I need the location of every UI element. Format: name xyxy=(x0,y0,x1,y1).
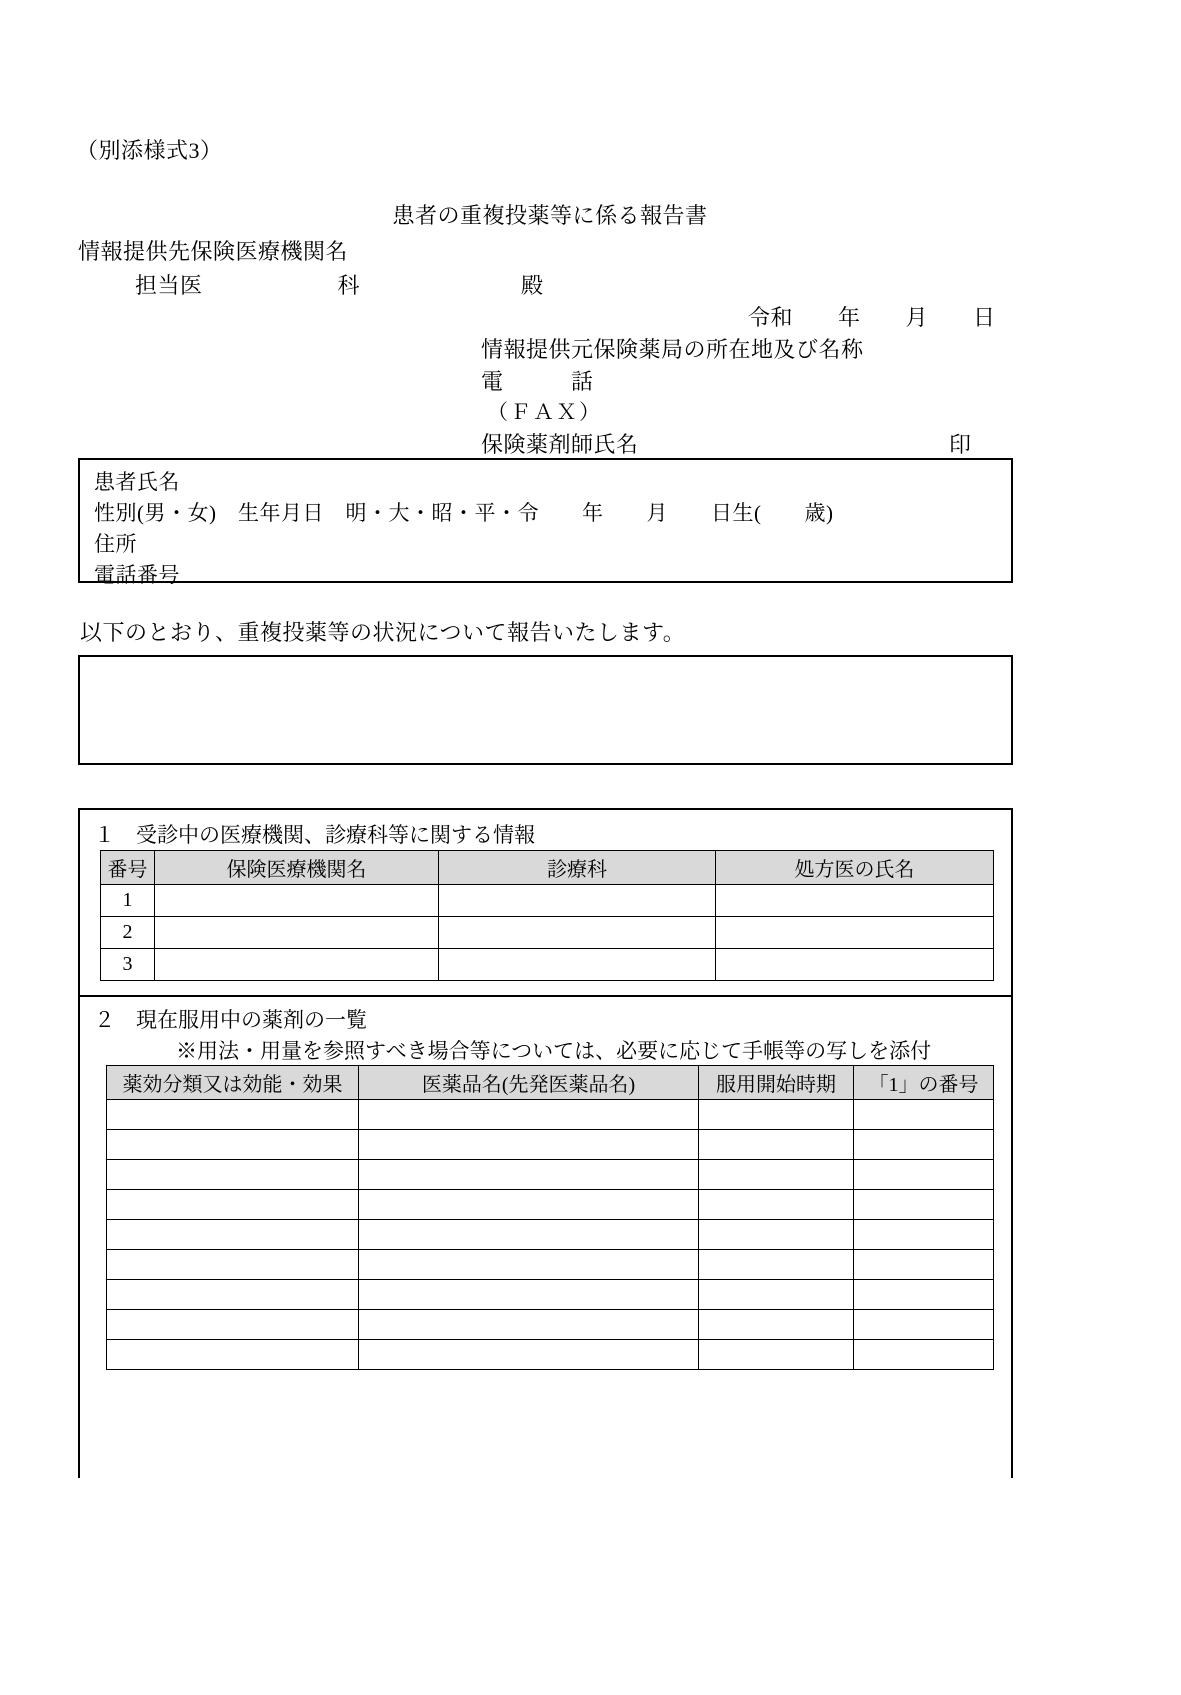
table-row xyxy=(107,1310,994,1340)
cell-start-period[interactable] xyxy=(699,1190,854,1220)
column-header-department: 診療科 xyxy=(439,851,716,885)
cell-drug-name[interactable] xyxy=(359,1190,699,1220)
cell-classification[interactable] xyxy=(107,1100,359,1130)
free-comment-box[interactable] xyxy=(78,655,1013,765)
report-date-label: 令和 年 月 日 xyxy=(748,305,996,330)
cell-drug-name[interactable] xyxy=(359,1340,699,1370)
column-header-institution: 保険医療機関名 xyxy=(155,851,439,885)
cell-reference-no[interactable] xyxy=(854,1310,994,1340)
patient-phone-label: 電話番号 xyxy=(94,563,180,587)
column-header-doctor: 処方医の氏名 xyxy=(716,851,994,885)
cell-drug-name[interactable] xyxy=(359,1250,699,1280)
sender-fax-label: （ＦＡＸ） xyxy=(487,400,602,424)
cell-reference-no[interactable] xyxy=(854,1130,994,1160)
column-header-reference-no: 「1」の番号 xyxy=(854,1066,994,1100)
pharmacist-name-label: 保険薬剤師氏名 xyxy=(481,432,639,457)
report-statement: 以下のとおり、重複投薬等の状況について報告いたします。 xyxy=(80,620,686,645)
cell-drug-name[interactable] xyxy=(359,1130,699,1160)
cell-drug-name[interactable] xyxy=(359,1310,699,1340)
cell-institution[interactable] xyxy=(155,917,439,949)
table-row xyxy=(101,917,994,949)
cell-classification[interactable] xyxy=(107,1250,359,1280)
institutions-table xyxy=(100,850,994,981)
cell-doctor[interactable] xyxy=(716,949,994,981)
cell-department[interactable] xyxy=(439,885,716,917)
cell-number: 1 xyxy=(101,885,155,917)
cell-reference-no[interactable] xyxy=(854,1340,994,1370)
table-row xyxy=(107,1130,994,1160)
cell-department[interactable] xyxy=(439,917,716,949)
column-header-start-period: 服用開始時期 xyxy=(699,1066,854,1100)
cell-doctor[interactable] xyxy=(716,885,994,917)
patient-sex-birthdate-label: 性別(男・女) 生年月日 明・大・昭・平・令 年 月 日生( 歳) xyxy=(94,501,834,525)
table-header-row xyxy=(107,1066,994,1100)
cell-number: 2 xyxy=(101,917,155,949)
cell-reference-no[interactable] xyxy=(854,1280,994,1310)
table-row xyxy=(107,1340,994,1370)
cell-classification[interactable] xyxy=(107,1190,359,1220)
cell-start-period[interactable] xyxy=(699,1340,854,1370)
cell-start-period[interactable] xyxy=(699,1160,854,1190)
cell-classification[interactable] xyxy=(107,1340,359,1370)
cell-drug-name[interactable] xyxy=(359,1220,699,1250)
table-row xyxy=(107,1280,994,1310)
form-number: （別添様式3） xyxy=(76,138,223,163)
column-header-number: 番号 xyxy=(101,851,155,885)
cell-reference-no[interactable] xyxy=(854,1250,994,1280)
table-row xyxy=(107,1160,994,1190)
patient-name-label: 患者氏名 xyxy=(94,470,180,494)
cell-classification[interactable] xyxy=(107,1310,359,1340)
column-header-classification: 薬効分類又は効能・効果 xyxy=(107,1066,359,1100)
section-medical-institutions xyxy=(80,810,1011,997)
section2-heading: ２ 現在服用中の薬剤の一覧 xyxy=(94,1008,367,1032)
cell-start-period[interactable] xyxy=(699,1100,854,1130)
cell-classification[interactable] xyxy=(107,1220,359,1250)
cell-start-period[interactable] xyxy=(699,1280,854,1310)
cell-reference-no[interactable] xyxy=(854,1160,994,1190)
cell-drug-name[interactable] xyxy=(359,1280,699,1310)
cell-institution[interactable] xyxy=(155,949,439,981)
patient-info-box xyxy=(78,458,1013,587)
cell-department[interactable] xyxy=(439,949,716,981)
table-row xyxy=(107,1190,994,1220)
table-row xyxy=(107,1250,994,1280)
cell-start-period[interactable] xyxy=(699,1250,854,1280)
table-row xyxy=(107,1100,994,1130)
column-header-drug-name: 医薬品名(先発医薬品名) xyxy=(359,1066,699,1100)
cell-classification[interactable] xyxy=(107,1130,359,1160)
cell-doctor[interactable] xyxy=(716,917,994,949)
table-header-row xyxy=(101,851,994,885)
patient-address-label: 住所 xyxy=(94,532,137,556)
page-title: 患者の重複投薬等に係る報告書 xyxy=(392,203,708,228)
cell-drug-name[interactable] xyxy=(359,1100,699,1130)
section2-note: ※用法・用量を参照すべき場合等については、必要に応じて手帳等の写しを添付 xyxy=(176,1039,932,1063)
cell-start-period[interactable] xyxy=(699,1130,854,1160)
seal-mark: 印 xyxy=(949,432,972,457)
cell-start-period[interactable] xyxy=(699,1220,854,1250)
cell-reference-no[interactable] xyxy=(854,1220,994,1250)
cell-institution[interactable] xyxy=(155,885,439,917)
cell-reference-no[interactable] xyxy=(854,1100,994,1130)
cell-drug-name[interactable] xyxy=(359,1160,699,1190)
table-row xyxy=(107,1220,994,1250)
section1-heading: １ 受診中の医療機関、診療科等に関する情報 xyxy=(94,823,535,847)
cell-classification[interactable] xyxy=(107,1160,359,1190)
cell-number: 3 xyxy=(101,949,155,981)
cell-start-period[interactable] xyxy=(699,1310,854,1340)
sections-container xyxy=(78,808,1013,1478)
sender-phone-label: 電 話 xyxy=(481,369,594,394)
honorific-label: 殿 xyxy=(521,273,544,298)
attending-doctor-label: 担当医 科 xyxy=(135,273,361,298)
table-row xyxy=(101,885,994,917)
table-row xyxy=(101,949,994,981)
medications-table xyxy=(106,1065,994,1370)
sender-pharmacy-label: 情報提供元保険薬局の所在地及び名称 xyxy=(481,337,864,362)
cell-reference-no[interactable] xyxy=(854,1190,994,1220)
recipient-institution-label: 情報提供先保険医療機関名 xyxy=(78,239,349,264)
cell-classification[interactable] xyxy=(107,1280,359,1310)
